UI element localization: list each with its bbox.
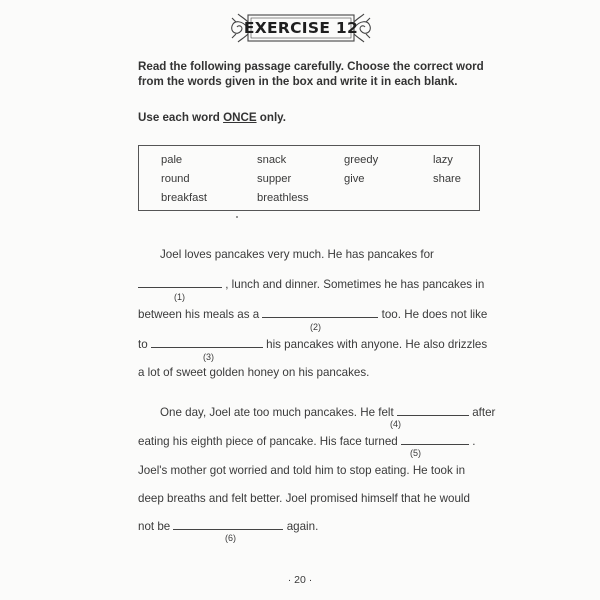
rule-suffix: only. <box>256 111 286 124</box>
passage-line <box>138 308 487 321</box>
word-item: lazy <box>433 154 453 166</box>
rule-text <box>138 111 286 124</box>
answer-blank-1[interactable] <box>138 278 222 288</box>
passage-text: to <box>138 338 148 351</box>
passage-line: a lot of sweet golden honey on his pancakes. <box>138 366 370 379</box>
passage-line <box>160 406 495 419</box>
answer-blank-5[interactable] <box>401 435 469 445</box>
passage-line <box>138 338 487 351</box>
passage-text: . <box>472 435 476 448</box>
passage-line <box>138 520 318 533</box>
answer-blank-6[interactable] <box>173 520 283 530</box>
passage-text: again. <box>286 520 319 533</box>
passage-line: Joel loves pancakes very much. He has pancakes for <box>160 248 434 261</box>
word-item: round <box>161 173 190 185</box>
passage-text: after <box>472 406 496 419</box>
word-item: greedy <box>344 154 379 166</box>
word-item: snack <box>257 154 287 166</box>
blank-number: (6) <box>225 533 236 543</box>
blank-number: (4) <box>390 419 401 429</box>
page-number: · 20 · <box>287 574 313 586</box>
answer-blank-3[interactable] <box>151 338 263 348</box>
answer-blank-4[interactable] <box>397 406 469 416</box>
passage-text: too. He does not like <box>381 308 488 321</box>
passage-text: not be <box>138 520 171 533</box>
rule-emphasis: ONCE <box>223 111 257 124</box>
passage-text: , lunch and dinner. Sometimes he has pancakes in <box>225 278 485 291</box>
print-speck <box>236 216 238 218</box>
exercise-title: EXERCISE 12 <box>243 19 359 37</box>
blank-number: (3) <box>203 352 214 362</box>
passage-line: deep breaths and felt better. Joel promised himself that he would <box>138 492 470 505</box>
word-item: pale <box>161 154 183 166</box>
blank-number: (5) <box>410 448 421 458</box>
passage-line: Joel's mother got worried and told him to stop eating. He took in <box>138 464 466 477</box>
blank-number: (1) <box>174 292 185 302</box>
word-item: breathless <box>257 192 309 204</box>
passage-line <box>138 435 475 448</box>
passage-text: eating his eighth piece of pancake. His face turned <box>138 435 398 448</box>
word-item: breakfast <box>161 192 208 204</box>
passage-text: One day, Joel ate too much pancakes. He felt <box>160 406 394 419</box>
word-item: give <box>344 173 365 185</box>
word-item: supper <box>257 173 292 185</box>
passage-line <box>138 278 484 291</box>
answer-blank-2[interactable] <box>262 308 378 318</box>
word-box <box>138 145 480 211</box>
rule-prefix: Use each word <box>138 111 224 124</box>
passage-text: his pancakes with anyone. He also drizzles <box>266 338 488 351</box>
word-item: share <box>433 173 461 185</box>
blank-number: (2) <box>310 322 321 332</box>
exercise-banner <box>228 10 374 46</box>
instructions-text: Read the following passage carefully. Choose the correct word from the words given in the box and write it in each blank. <box>138 60 484 88</box>
passage-text: between his meals as a <box>138 308 260 321</box>
